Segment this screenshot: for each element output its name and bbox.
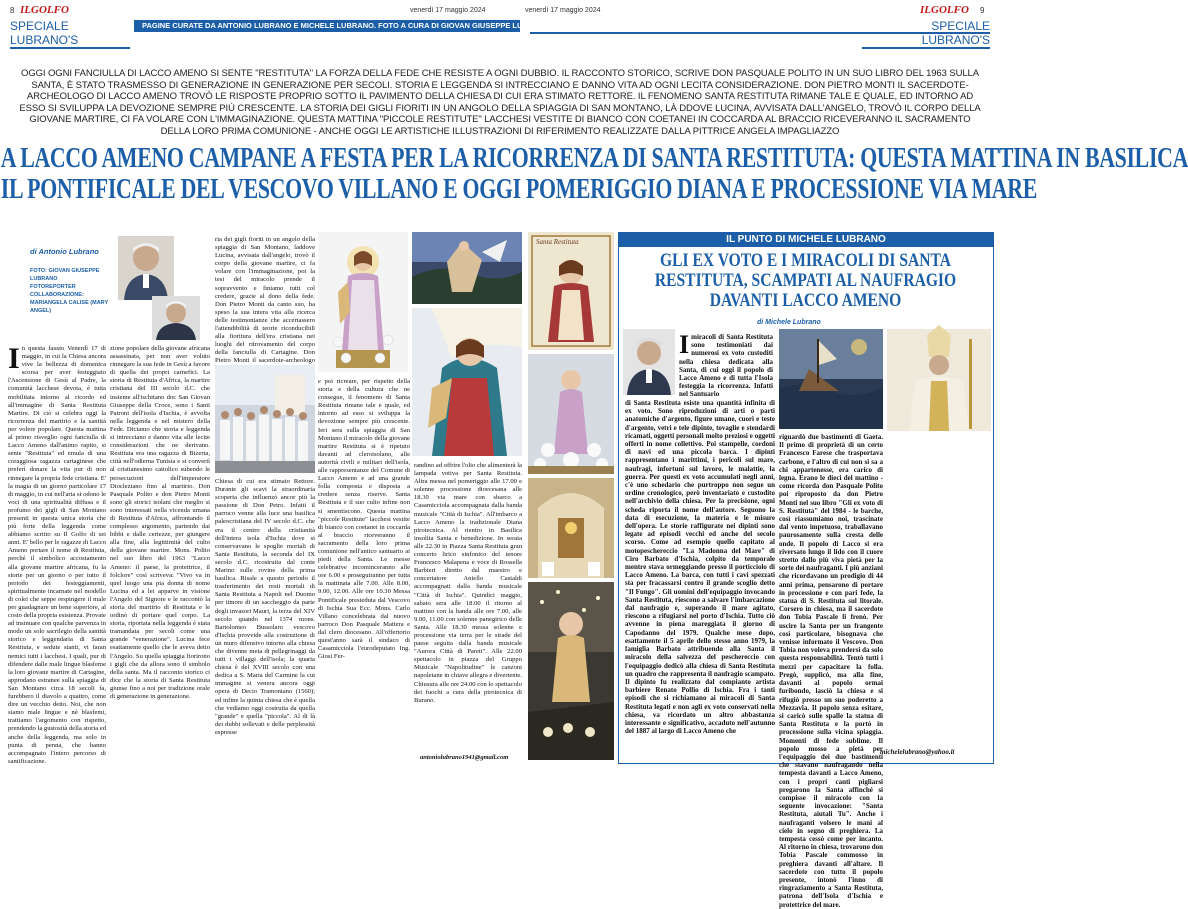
box-title-line-3: DAVANTI LACCO AMENO (709, 290, 902, 311)
article-column-4 (318, 378, 410, 763)
main-headline (0, 143, 1188, 205)
article-text: randino ad offrire l'olio che alimenterà la lampada votiva per Santa Restituta. Altra messa nel pomeriggio alle 17.00 e solenne processione dioecesana alle 18.30 via mare con sbarco a Casamicciola accompagnata dalla banda musicale "Città di Ischia". All'imbarco a Lacco Ameno la tradizionale Diana pirotecnica. Al rientro in Basilica insolita Santa e benedizione. In serata alle 22.30 in Piazza Santa Restituta gran concerto lirico sinfonico del tenore Francesco Malapena e voce di Rossella Barbieri diretto dal maestro e concertatore Aniello Castaldi accompagnati dalla banda musicale "Città di Ischia". Quindici maggio, sabato sera alle 18.00 il ritorno al mattino con la banda alle ore 7.00, alle 9.00, 11.00 con solenne panegirico delle Santa. Alle 18.30 messa solenne e processione via terra per le strade del paese seguita dalla banda musicale "Aurora Città di Pareti". Alle 22.00 spettacolo in piazza del Gruppo Musicale "Napolitudine" le canzoni napoletane in chiave allegra e divertente. Chiusura alle ore 24.00 con lo spettacolo dei fuochi a cura della pirotecnica di Burano. (414, 462, 523, 704)
saint-prayer-card-image (528, 232, 614, 350)
credit-line: COLLABORAZIONE: (30, 292, 84, 298)
prayer-card-caption: Santa Restituta (536, 238, 579, 246)
article-text: Chiesa di cui era stimato Rettore. Durante gli scavi la straordinaria scoperta che influenzò ancor più la passione di Don Petro. Infatti il parroco venne alla luce una basilica paleocristiana del IV secolo d.C. che era il centro della cristianità dell'intera isola d'Ischia dove si conservavano le spoglie mortali di Santa Restituta, la seconda del IX secolo d.C. ricostruita dal conte Marino sulle rovine della prima basilica. Risale a questo periodo il trasferimento dei resti mortali di Santa Restituta a Napoli nel Duomo per timore di un saccheggio da parte degli invasori Mauri, la terza del XIV secolo quando nel 1374 mons. Bartolomeo Bussolaro vescovo d'Ischia provvide alla costruzione di un muro difensivo intorno alla chiesa che divenne meta di pellegrinaggi da tutti i villaggi dell'isola; la quarta chiesa è del XVIII secolo con una dedica a S. Maria del Carmine la cui immagine si venera ancora oggi opera di Decio Tramontano (1560); ed infine la quinta chiesa che è quella che vediamo oggi costruita da quella "grande" e quella "piccola". Al di là dei dubbi sollevati e delle perplessità espresse (215, 478, 315, 736)
credit-line: FOTO: GIOVAN GIUSEPPE LUBRANO (30, 268, 100, 282)
credit-line: MARIANGELA CALISE (MARY ANGEL) (30, 300, 109, 314)
opinion-box-header: IL PUNTO DI MICHELE LUBRANO (619, 233, 993, 247)
bishop-photo (887, 329, 991, 431)
article-column-2 (110, 345, 210, 763)
church-interior-photo (528, 478, 614, 578)
newspaper-logo-right: ILGOLFO (920, 4, 969, 16)
article-column-1 (8, 342, 106, 765)
issue-date: venerdì 17 maggio 2024 (410, 7, 486, 14)
statue-procession-photo (528, 354, 614, 474)
page-number-right: 9 (980, 6, 985, 15)
saint-statue-photo (318, 232, 408, 372)
box-text: di Santa Restituta esiste una quantità infinita di ex voto. Sono riproduzioni di arti o parti anatomiche d'argento, figure umane, cuori e teste d'argento, vetri e tele dipinte, tovaglie e stendardi ricamati, oggetti personali molto preziosi e oggetti offerti in nome collettivo. Poi stampelle, cordoni di navi ed una piccola barca. I dipinti rappresentano i marittimi, i pericoli sul mare, naufragi, infortuni sul lavoro, le malattie, la guerra. Per questi ex voto accumulati negli anni, c'è uno schedario che purtroppo non segue un ordine cronologico, però inventariato e custodito nell'archivio della chiesa. Per la precisione, ogni scheda riporta il nome dell'autore. Seguono la data di esecuzione, la materia e le misure dell'opera. Le storie raffigurate nei dipinti sono legate ad episodi vecchi ed anche del secolo scorso. Come ad esempio quello capitato al motopeschereccio "La Madonna del Mare" di Ciro Barbato d'Ischia, colpito da temporale mentre stava ormeggiando presso il porticciolo di Lacco Ameno. La barca, con tutti i cavi spezzati sta per fracassarsi contro il grande scoglio detto "Il Fungo". Gli uomini dell'equipaggio invocando Santa Restituta, riescono a salvare l'imbarcazione dal naufragio e, superando il mare agitato, riescono a rifugiarsi nel porto d'Ischia. Tutto ciò avvenne in piena mareggiata il giorno di Capodanno del 1979. Qualche mese dopo, esattamente il 5 aprile dello stesso anno 1979, la famiglia Barbato attribuendo alla Santa il miracolo della salvezza del peschereccio con l'equipaggio dedicò alla chiesa di Santa Restituta un quadro che rappresenta il naufragio scampato. Il dipinto fu realizzato dal compianto artista barbiere Renato Pollio di Ischia. Fra i tanti episodi che si richiamano ai miracoli di Santa Restituta legati e non agli ex voto conservati nella chiesa, va ricordato un altro abbastanza interessante e significativo, accaduto nell'autunno del 1887 al largo di Lacco Ameno che (625, 399, 775, 736)
box-byline: di Michele Lubrano (757, 319, 821, 326)
box-text: miracoli di Santa Restituta sono testimoniati dai numerosi ex voto custoditi nella chiesa dedicata alla Santa, di cui oggi il popolo di Lacco Ameno e di tutta l'Isola festeggia la ricorrenza. Infatti nel Santuario (679, 333, 773, 399)
box-column-2 (779, 433, 883, 909)
article-byline: di Antonio Lubrano (30, 247, 99, 256)
article-text: zione popolare della giovane africana assassinata, per non aver voluto rinnegare la sua fede in Gesù a favore di quella dei propri carnefici. La storia di Restituta d'Africa, la martire cristiana del III secolo d.C. che insieme all'ischitano doc San Giovan Giuseppe della Croce, sono i Santi Patroni dell'isola d'Ischia, è avvolta nella leggenda e nel mistero della Fede. Diciamo che storia e leggenda si intrecciano e danno vita alle lecite considerazioni che ne derivano. Restituta era una ragazza di Bizerta, città nell'odierna Tunisia e si convertì al cristianesimo cattolico subendo le persecuzioni dell'imperatore Diocleziano fino al martirio. Don Pasquale Polito e don Pietro Monti sono gli storici isolani che meglio si sono interessati nella vicenda umana di Restituta d'Africa, affrontando il complesso argomento, partendo dai bibbi e dalle certezze, per giungere alla fine, alla legittimità del culto della giovane martire. Mons. Polito nel suo libro del 1963 "Lacco Ameno: il paese, la protettrice, il folclore" così scriveva: "Vivo va in quel luogo una pia donna di nome Lucina ed a lei apparve in visione l'Angelo del Signore e le raccontò la storia del martirio di Restituta e le ordinò di portare quel corpo. La storia, riportata nella leggenda è stata tramandata per secoli come una grande "venerazione". Lucina fece esattamente quello che le aveva detto l'Angelo. Su quella spiaggia fiorirono i gigli che da allora sono il simbolo della santa. Ma il racconto storico ci dice che la storia di Santa Restituta giunse fino a noi per tradizione orale di generazione in generazione. (110, 345, 210, 701)
article-column-3 (215, 236, 315, 365)
author-email[interactable]: antoniolubrano1941@gmail.com (420, 754, 509, 761)
article-column-5 (414, 462, 522, 754)
painting-image (412, 232, 522, 304)
box-column-1 (625, 399, 775, 761)
night-procession-photo (528, 582, 614, 760)
intro-paragraph: OGGI OGNI FANCIULLA DI LACCO AMENO SI SENTE "RESTITUTA" LA FORZA DELLA FEDE CHE RESISTE A OGNI DUBBIO. IL RACCONTO STORICO, SCRIVE DON PASQUALE POLITO IN UN SUO LIBRO DEL 1963 SULLA SANTA, È STATO TRASMESSO DI GENERAZIONE IN GENERAZIONE PER SECOLI. STORIA E LEGGENDA SI INTRECCIANO E DANNO VITA AD OGNI LECITA CONSIDERAZIONE. DON PIETRO MONTI IL SACERDOTE-ARCHEOLOGO DI LACCO AMENO TROVÒ LE RISPOSTE PROPRIO SOTTO IL PAVIMENTO DELLA CHIESA DI CUI ERA STIMATO RETTORE. IL FENOMENO SANTA RESTITUTA RIMANE TALE E QUALE, ED INTORNO AD ESSO SI SVILUPPA LA DEVOZIONE SEMPRE PIÙ CRESCENTE. LA STORIA DEI GIGLI FIORITI IN UN ANGOLO DELLA SPIAGGIA DI SAN MONTANO, LÀ DDOVE LUCINA, AVVISATA DALL'ANGELO, TROVÒ IL CORPO DELLA GIOVANE MARTIRE, CI FA VOLARE CON L'IMMAGINAZIONE. QUESTA MATTINA "PICCOLE RESTITUTE" LACCHESI VESTITE DI BIANCO CON COETANEI IN COCCARDA AL BRACCIO RICEVERANNO IL SACRAMENTO DELLA LORO PRIMA COMUNIONE - ANCHE OGGI LE ARTISTICHE ILLUSTRAZIONI DI RIFERIMENTO REALIZZATE DALLA PITTRICE ANGELA IMPAGLIAZZO (19, 68, 981, 137)
opinion-box (618, 232, 994, 909)
headline-line-1: A LACCO AMENO CAMPANE A FESTA PER LA RICORRENZA DI SANTA RESTITUTA: QUESTA MATTINA IN BASILICA (0, 143, 1188, 174)
section-label-right: SPECIALE LUBRANO'S (862, 19, 990, 49)
drop-cap: I (8, 342, 20, 375)
article-text: n questa fausto Venerdì 17 di maggio, in cui la Chiesa ancora vive la bellezza di domenica scorsa per aver festeggiato l'Ascensione di Gesù al Padre, la comunità lacchese devota, è tutta mobilitata intorno al ricordo ed all'immagine di Santa Restituta Martire. Di ciò si celebra oggi la ricorrenza del martirio e la santità per volere popolare. Questa mattina al primo risveglio ogni fanciulla di Lacco Ameno dall'animo rapito, si sente "Restituta" ed emula di una coraggiosa ragazza cartaginese che preferì donare la vita pur di non rinnegare la propria fede cristiana. E' la magia di un giorno particolare 17 di maggio, in cui nell'aria si odono le voci di una spiritualità diffusa e il profumo dei gigli di San Montano presenti in questa unica storia che più forte della leggenda come abbiamo scritto su Il Golfo di sei anni. E' bello per le ragazze di Lacco Ameno portare il nome di Restituta, perché il simbolico accostamento alla giovane martire africana, fu la storie per un giorno o per tutto il periodo dei festeggiamenti, spiritualmente incarnate nel modello di colei che seppe respingere il male per guadagnare un bene superiore, al costo della propria esistenza. Provate ad insinuare con qualche parvenza in modo un solo sacrilegio della santità storico e leggendaria di Santa Restituta, e sedute stanti, vi faran nemici tutti i lacchesi. I quali, pur di difendere dalle male lingue blasfeme la loro giovane martire di Cartagine, approdano estranee sulla spiaggia di San Montano circa 18 secoli fa, furebbero il diavolo a quattro, come dire un vecchio detto. Noi, che non siamo male lingue e né blasfemi, trattiamo l'argomento con rispetto, prendendo la gustosità della storia ed anche della leggenda, ma solo in punta di penna, che hanno accompagnato l'intero percorso di santificazione. (8, 345, 106, 765)
box-author-email[interactable]: michelelubrano@yahoo.it (880, 748, 955, 756)
right-page-header (525, 4, 990, 18)
ex-voto-painting (779, 329, 883, 429)
credits-banner: PAGINE CURATE DA ANTONIO LUBRANO E MICHELE LUBRANO. FOTO A CURA DI GIOVAN GIUSEPPE LUBRANO (134, 20, 520, 32)
credit-line: FOTOREPORTER (30, 284, 76, 290)
author-photo-antonio (118, 236, 174, 300)
page-number: 8 (10, 6, 15, 15)
newspaper-logo: ILGOLFO (20, 4, 69, 16)
box-drop-cap: I (679, 330, 690, 359)
left-page-header (10, 4, 490, 18)
box-text: riguardò due bastimenti di Gaeta. Il primo di proprietà di un certo Francesco Farese che trasportava carbone, e l'altro di cui non si sa a chi appartenesse, era carico di legna. Erano le dieci del mattino - come ricorda don Pasquale Polito poi riproposto da don Pietro Monti nel suo libro "Gli ex voto di S. Restituta" del 1984 - le barche, così riassumiamo noi, trascinate dal vento impetuoso, traballavano paurosamente sulla cresta delle onde. Il popolo di Lacco si era riversato lungo il lido con il cuore stretto dallo più viva pietà per la sorte dei naufraganti. I più anziani che ricordavano un prodigio di 44 anni prima, pensarono di portare in processione e con pari fede, la statua di S. Restituta sul litorale. Corsero in chiesa, ma il sacerdote don Tobia Pascale li frenò. Per uscire la Santa per un frangente così particolare, bisognava che venisse informato il Vescovo. Don Tobia non voleva prendersi da solo questa responsabilità. Tentò tutti i mezzi per capacitare la folla. Pregò, supplicò, ma alla fine, davanti al popolo ormai furibondo, lasciò la chiesa e si rifugiò presso un suo poderetto a Mezzavia. Il popolo senza esitare, si caricò sulle spalle la statua di Santa Restituta e la portò in processione sulla vicina spiaggia. Momenti di fede sublime. Il popolo mosso a pietà per l'equipaggio dei due bastimenti che stavano naufragando nella tempesta davanti a Lacco Ameno, con i propri canti pigliarsi pregarono la Santa affinché si compisse il miracolo con la seguente invocazione: "Santa Restituta, aiutali Tu". Anche i naufraganti volsero le mani al cielo in segno di preghiera. La tempesta cessò come per incanto. Al ritorno in chiesa, trovarono don Tobia Pascale commosso in preghiera davanti all'altare. Il sacerdote con tutto il popolo presente, intonò l'inno di ringraziamento a Santa Restituta, patrona dell'Isola d'Ischia e protettrice del mare. (779, 433, 883, 909)
issue-date-right: venerdì 17 maggio 2024 (525, 7, 601, 14)
statue-closeup-photo (412, 308, 522, 456)
opinion-box-title (619, 251, 992, 315)
procession-photo (215, 365, 315, 473)
headline-line-2: IL PONTIFICALE DEL VESCOVO VILLANO E OGGI POMERIGGIO DIANA E PROCESSIONE VIA MARE (0, 174, 1037, 205)
article-text: ria dei gigli fioriti in un angolo della spiaggia di San Montano, laddove Lucina, avvisata dall'angelo, trovò il corpo della giovane martire, ci fa volare con l'immaginazione, poi la tesi del miracolo prende il sopravvento e finiamo tutti col credere, grazie al dono della fede. Don Pietro Monti da canto suo, ha speso la sua intera vita alla ricerca delle testimonianze che accertassero l'attendibilità di teorie riconducibili alla fioritura dell'era cristiana nei luoghi del ritrovamento del corpo della fanciulla di Cartagine. Don Pietro Monti il sacerdote-archeologo (215, 236, 315, 365)
box-title-line-1: GLI EX VOTO E I MIRACOLI DI SANTA (659, 250, 951, 271)
author-photo-collaborator (152, 296, 200, 340)
article-column-3b (215, 478, 315, 763)
author-photo-michele (623, 329, 675, 395)
box-title-line-2: RESTITUTA, SCAMPATI AL NAUFRAGIO (654, 270, 957, 291)
section-label-left: SPECIALE LUBRANO'S (10, 19, 130, 49)
article-text: e poi ricreare, per rispetto della storia e della cultura che ne consegue, il fenomeno di Santa Restituta rimane tale e quale, ed intorno ad esso si sviluppa la devozione sempre più crescente. Ieri sera sulla spiaggia di San Montano il miracolo della giovane martire Restituta si è ripetuto davanti ad cleroisolano, alle autorità civili e militari dell'isola, alle rappresentanze del Comune di Lacco Ameno e ad una grande folla composta e disposta a credere senza riserve. Santa Restituta e il suo culto infine non si smentiscono. Questa mattina "piccole Restitute" lacchesi vestite di bianco con coetanei in coccarda al braccio riceveranno il sacramento della loro prima comunione nell'antico santuario ai piedi della Santa. Le messe celebrative incominceranno alle ore 6.00 e proseguiranno per tutta la mattinata alle 7.00. Alle 8.00, 9.00, 12.00. Alle ore 10.30 Messa Pontificale presieduta dal Vescovo di Ischia Sua Ecc. Mons. Carlo Villano concelebrata dal nuovo parroco Don Pasquale Mattera e dal clero diocesano. All'offertorio quest'anno sarà il sindaco di Casamicciola l'eurodeputato Ing. Giosi Fer- (318, 378, 410, 661)
photo-credits (30, 267, 120, 315)
